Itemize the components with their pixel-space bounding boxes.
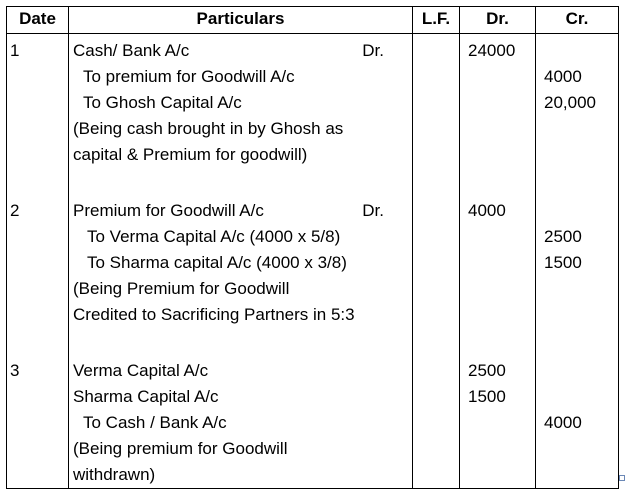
entry-particulars <box>69 34 413 195</box>
account-debit: Premium for Goodwill A/c <box>73 201 264 220</box>
journal-entry-3 <box>7 354 619 489</box>
dr-tag: Dr. <box>362 201 384 220</box>
cr-amount: 1500 <box>544 253 582 272</box>
entry-lf <box>413 34 460 195</box>
entry-date-value: 2 <box>10 201 20 220</box>
entry-cr <box>536 354 619 489</box>
dr-amount: 4000 <box>468 201 506 220</box>
entry-dr <box>460 354 536 489</box>
cr-amount: 4000 <box>544 67 582 86</box>
cr-amount: 20,000 <box>544 93 596 112</box>
entry-particulars <box>69 354 413 489</box>
entry-date-value: 1 <box>10 41 20 60</box>
account-credit: To Ghosh Capital A/c <box>83 93 242 112</box>
header-particulars: Particulars <box>69 7 413 34</box>
account-debit: Cash/ Bank A/c <box>73 41 190 60</box>
header-cr: Cr. <box>536 7 619 34</box>
narration-line: capital & Premium for goodwill) <box>73 145 308 164</box>
entry-cr <box>536 194 619 354</box>
header-row <box>7 7 619 34</box>
entry-dr <box>460 194 536 354</box>
cr-amount: 4000 <box>544 413 582 432</box>
particulars-line <box>73 38 408 64</box>
narration-line: Credited to Sacrificing Partners in 5:3 <box>73 305 355 324</box>
dr-amount: 2500 <box>468 361 506 380</box>
narration-line: (Being Premium for Goodwill <box>73 279 290 298</box>
narration-line: (Being cash brought in by Ghosh as <box>73 119 344 138</box>
dr-amount: 24000 <box>468 41 516 60</box>
narration-line: (Being premium for Goodwill <box>73 439 288 458</box>
entry-dr <box>460 34 536 195</box>
entry-date-value: 3 <box>10 361 20 380</box>
account-credit: To premium for Goodwill A/c <box>83 67 295 86</box>
entry-particulars <box>69 194 413 354</box>
header-dr: Dr. <box>460 7 536 34</box>
entry-date <box>7 34 69 195</box>
particulars-line <box>73 198 408 224</box>
account-debit: Verma Capital A/c <box>73 361 209 380</box>
account-credit: To Cash / Bank A/c <box>83 413 227 432</box>
journal-entry-2 <box>7 194 619 354</box>
journal-entry-1 <box>7 34 619 195</box>
journal-table <box>6 6 619 489</box>
entry-date <box>7 354 69 489</box>
entry-lf <box>413 194 460 354</box>
account-credit: To Verma Capital A/c (4000 x 5/8) <box>87 227 341 246</box>
dr-amount: 1500 <box>468 387 506 406</box>
entry-date <box>7 194 69 354</box>
header-lf: L.F. <box>413 7 460 34</box>
cr-amount: 2500 <box>544 227 582 246</box>
header-date: Date <box>7 7 69 34</box>
account-debit: Sharma Capital A/c <box>73 387 219 406</box>
resize-handle[interactable] <box>619 475 625 481</box>
dr-tag: Dr. <box>362 41 384 60</box>
narration-line: withdrawn) <box>73 465 156 484</box>
account-credit: To Sharma capital A/c (4000 x 3/8) <box>87 253 347 272</box>
entry-lf <box>413 354 460 489</box>
entry-cr <box>536 34 619 195</box>
